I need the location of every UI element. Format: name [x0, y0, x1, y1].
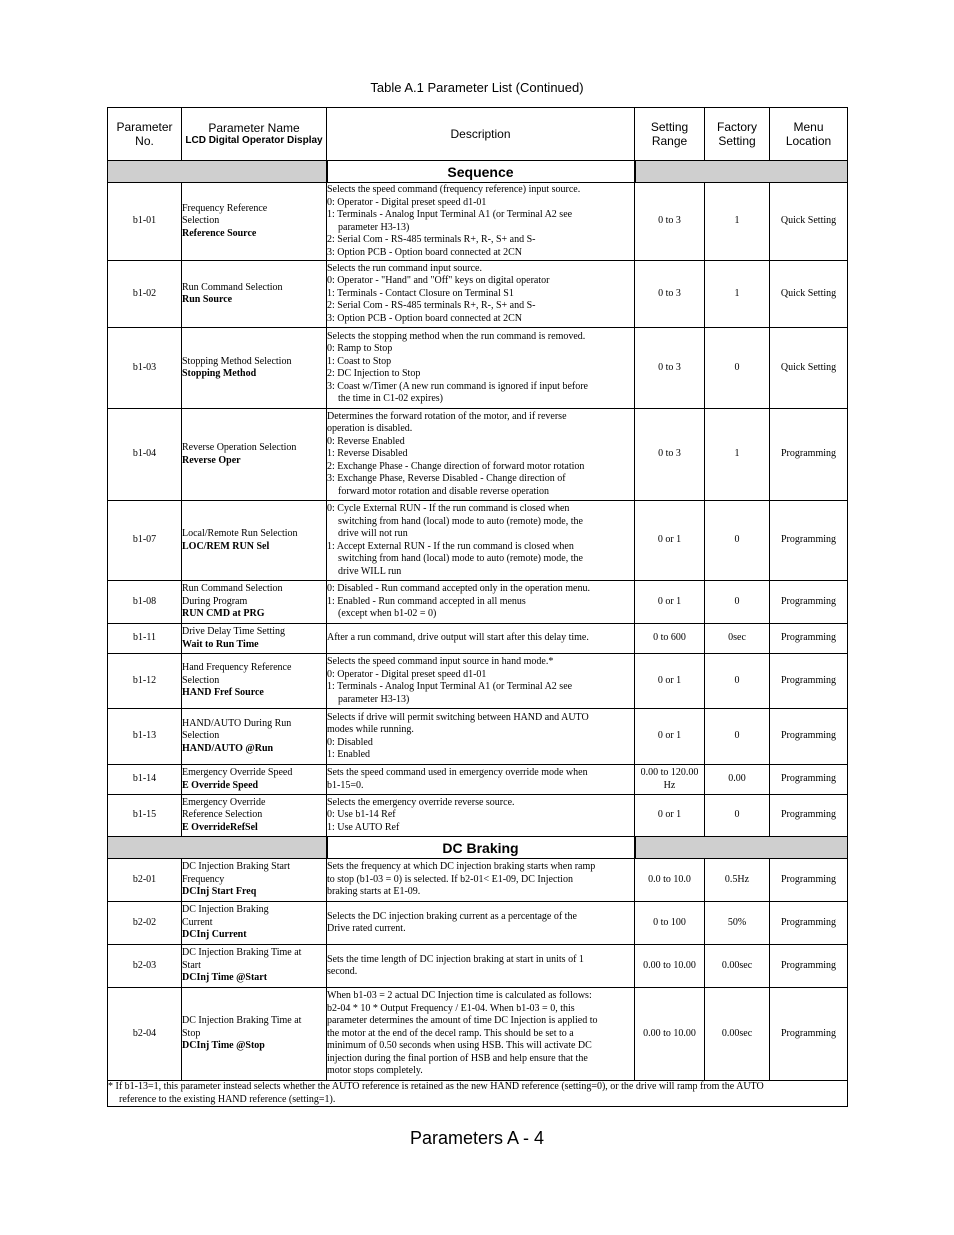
description-line: 3: Exchange Phase, Reverse Disabled - Change direction of: [327, 473, 566, 485]
description-line: motor stops completely.: [327, 1065, 423, 1077]
menu-location: Programming: [770, 765, 848, 795]
header-row: [108, 108, 848, 161]
param-description: [327, 183, 635, 261]
description-line: 1: Enabled - Run command accepted in all menus: [327, 595, 526, 607]
table-row: [108, 988, 848, 1081]
header-factory-setting: Factory Setting: [705, 108, 770, 161]
param-name-line: Reference Selection: [182, 809, 263, 821]
lcd-display-name: DCInj Current: [182, 929, 247, 941]
description-line: operation is disabled.: [327, 423, 413, 435]
param-no: b2-04: [108, 988, 182, 1081]
param-name-line: Hand Frequency Reference: [182, 662, 292, 674]
param-description: [327, 624, 635, 654]
param-description: [327, 795, 635, 837]
menu-location: Quick Setting: [770, 328, 848, 409]
setting-range: 0 to 3: [635, 328, 705, 409]
description-line: b2-04 * 10 * Output Frequency / E1-04. When b1-03 = 0, this: [327, 1002, 575, 1014]
table-row: [108, 859, 848, 902]
description-line: Determines the forward rotation of the motor, and if reverse: [327, 410, 567, 422]
param-name: [182, 328, 327, 409]
param-name: [182, 409, 327, 501]
param-name-line: Run Command Selection: [182, 281, 283, 293]
description-line: 1: Terminals - Analog Input Terminal A1 (or Terminal A2 see: [327, 209, 573, 220]
lcd-display-name: DCInj Time @Start: [182, 972, 268, 984]
param-no: b1-07: [108, 501, 182, 581]
menu-location: Programming: [770, 581, 848, 624]
parameter-table: [107, 107, 848, 1107]
lcd-display-name: E OverrideRefSel: [182, 821, 258, 833]
menu-location: Programming: [770, 654, 848, 709]
param-name-line: Current: [182, 916, 213, 928]
menu-location: Programming: [770, 709, 848, 765]
description-line: Selects the run command input source.: [327, 262, 482, 274]
param-name: [182, 501, 327, 581]
param-name-line: DC Injection Braking Time at: [182, 947, 302, 959]
lcd-display-name: HAND Fref Source: [182, 687, 264, 699]
param-name-line: Start: [182, 959, 201, 971]
param-name-line: Emergency Override: [182, 796, 266, 808]
lcd-display-name: Run Source: [182, 294, 233, 305]
setting-range: 0 or 1: [635, 795, 705, 837]
description-line: Sets the speed command used in emergency override mode when: [327, 767, 588, 778]
factory-setting: 0: [705, 795, 770, 837]
setting-range: 0 to 3: [635, 409, 705, 501]
setting-range: 0.00 to 120.00 Hz: [635, 765, 705, 795]
param-name-line: Stopping Method Selection: [182, 355, 292, 367]
lcd-display-name: RUN CMD at PRG: [182, 608, 265, 620]
description-line: drive WILL run: [338, 565, 402, 577]
param-name-line: Emergency Override Speed: [182, 767, 293, 778]
param-no: b1-12: [108, 654, 182, 709]
table-row: [108, 409, 848, 501]
description-line: 0: Disabled - Run command accepted only in the operation menu.: [327, 583, 590, 595]
lcd-display-name: Stopping Method: [182, 368, 257, 379]
param-name-line: Frequency Reference: [182, 202, 268, 214]
param-name: [182, 902, 327, 945]
footnote-line: reference to the existing HAND reference (setting=1).: [119, 1093, 336, 1105]
param-name-line: During Program: [182, 595, 248, 607]
param-no: b1-02: [108, 261, 182, 328]
description-line: After a run command, drive output will start after this delay time.: [327, 632, 589, 644]
table-row: [108, 261, 848, 328]
param-name-line: Stop: [182, 1027, 201, 1039]
description-line: Selects the DC injection braking current as a percentage of the: [327, 910, 577, 922]
header-param-name-label: Parameter Name: [208, 121, 300, 135]
description-line: forward motor rotation and disable reverse operation: [338, 485, 550, 497]
description-line: the motor at the end of the decel ramp. This should be set to a: [327, 1027, 574, 1039]
param-description: [327, 859, 635, 902]
table-row: [108, 765, 848, 795]
menu-location: Programming: [770, 409, 848, 501]
description-line: When b1-03 = 2 actual DC Injection time is calculated as follows:: [327, 990, 592, 1002]
description-line: 0: Operator - Digital preset speed d1-01: [327, 668, 487, 680]
setting-range: 0 or 1: [635, 654, 705, 709]
lcd-display-name: Reference Source: [182, 227, 257, 239]
param-name-line: Drive Delay Time Setting: [182, 626, 286, 637]
param-no: b2-03: [108, 945, 182, 988]
param-name: [182, 261, 327, 328]
param-name: [182, 581, 327, 624]
menu-location: Programming: [770, 859, 848, 902]
param-description: [327, 988, 635, 1081]
description-line: 2: Exchange Phase - Change direction of forward motor rotation: [327, 460, 585, 472]
param-description: [327, 261, 635, 328]
param-name-line: DC Injection Braking Start: [182, 861, 291, 873]
factory-setting: 0: [705, 501, 770, 581]
setting-range: 0.00 to 10.00: [635, 945, 705, 988]
description-line: Selects the emergency override reverse source.: [327, 796, 515, 808]
description-line: parameter determines the amount of time DC Injection is applied to: [327, 1015, 598, 1027]
description-line: switching from hand (local) mode to auto (remote) mode, the: [338, 515, 583, 527]
param-description: [327, 654, 635, 709]
table-caption: Table A.1 Parameter List (Continued): [370, 80, 584, 95]
param-name-line: Selection: [182, 215, 220, 227]
section-dc-braking-left: [108, 837, 327, 859]
description-line: parameter H3-13): [338, 221, 410, 233]
table-body: [108, 161, 848, 1107]
menu-location: Programming: [770, 501, 848, 581]
description-line: modes while running.: [327, 724, 414, 735]
description-line: minimum of 0.50 seconds when using HSB. This will activate DC: [327, 1040, 592, 1052]
factory-setting: 1: [705, 261, 770, 328]
lcd-display-name: HAND/AUTO @Run: [182, 742, 274, 754]
menu-location: Programming: [770, 988, 848, 1081]
description-line: 0: Operator - "Hand" and "Off" keys on digital operator: [327, 275, 550, 287]
setting-range: 0 to 100: [635, 902, 705, 945]
param-name: [182, 795, 327, 837]
description-line: Selects if drive will permit switching between HAND and AUTO: [327, 711, 589, 723]
setting-range: 0 to 3: [635, 183, 705, 261]
table-row: [108, 709, 848, 765]
description-line: 3: Option PCB - Option board connected at 2CN: [327, 246, 522, 258]
description-line: 3: Coast w/Timer (A new run command is ignored if input before: [327, 380, 588, 392]
menu-location: Quick Setting: [770, 183, 848, 261]
setting-range: 0 or 1: [635, 501, 705, 581]
table-row: [108, 795, 848, 837]
description-line: injection during the final portion of HSB and help ensure that the: [327, 1052, 588, 1064]
param-name-line: Frequency: [182, 873, 225, 885]
param-no: b1-13: [108, 709, 182, 765]
factory-setting: 0.5Hz: [705, 859, 770, 902]
param-name: [182, 654, 327, 709]
factory-setting: 0sec: [705, 624, 770, 654]
param-name-line: Local/Remote Run Selection: [182, 528, 298, 539]
table-row: [108, 624, 848, 654]
param-no: b1-14: [108, 765, 182, 795]
param-no: b1-11: [108, 624, 182, 654]
section-sequence: [108, 161, 848, 183]
description-line: Selects the speed command (frequency reference) input source.: [327, 184, 581, 195]
param-name-line: DC Injection Braking: [182, 904, 269, 916]
factory-setting: 0: [705, 581, 770, 624]
description-line: b1-15=0.: [327, 779, 364, 791]
description-line: 3: Option PCB - Option board connected at 2CN: [327, 312, 522, 324]
description-line: 1: Enabled: [327, 749, 371, 760]
param-no: b2-01: [108, 859, 182, 902]
description-line: second.: [327, 966, 358, 977]
param-name-line: Selection: [182, 730, 220, 742]
param-name: [182, 624, 327, 654]
factory-setting: 0: [705, 654, 770, 709]
header-lcd-display: LCD Digital Operator Display: [185, 135, 323, 146]
description-line: 1: Reverse Disabled: [327, 448, 408, 460]
description-line: parameter H3-13): [338, 693, 410, 705]
factory-setting: 0.00sec: [705, 988, 770, 1081]
menu-location: Programming: [770, 624, 848, 654]
param-no: b2-02: [108, 902, 182, 945]
description-line: to stop (b1-03 = 0) is selected. If b2-01< E1-09, DC Injection: [327, 873, 573, 885]
param-description: [327, 902, 635, 945]
setting-range: 0 to 600: [635, 624, 705, 654]
header-setting-range: Setting Range: [635, 108, 705, 161]
description-line: Selects the stopping method when the run command is removed.: [327, 330, 586, 342]
description-line: Drive rated current.: [327, 923, 406, 934]
param-name: [182, 765, 327, 795]
factory-setting: 1: [705, 183, 770, 261]
param-name-line: Selection: [182, 674, 220, 686]
param-no: b1-04: [108, 409, 182, 501]
table-row: [108, 328, 848, 409]
param-name: [182, 988, 327, 1081]
description-line: braking starts at E1-09.: [327, 886, 421, 898]
setting-range: 0.0 to 10.0: [635, 859, 705, 902]
param-name-line: HAND/AUTO During Run: [182, 717, 292, 729]
description-line: 0: Reverse Enabled: [327, 435, 405, 447]
description-line: Sets the time length of DC injection braking at start in units of 1: [327, 953, 584, 965]
lcd-display-name: E Override Speed: [182, 779, 259, 791]
description-line: 1: Terminals - Contact Closure on Terminal S1: [327, 287, 514, 299]
table-row: [108, 945, 848, 988]
lcd-display-name: DCInj Time @Stop: [182, 1040, 265, 1052]
description-line: drive will not run: [338, 528, 408, 539]
page-number: Parameters A - 4: [409, 1128, 545, 1148]
factory-setting: 1: [705, 409, 770, 501]
param-no: b1-03: [108, 328, 182, 409]
menu-location: Programming: [770, 945, 848, 988]
lcd-display-name: Reverse Oper: [182, 454, 241, 466]
header-menu-location: Menu Location: [770, 108, 848, 161]
description-line: 2: Serial Com - RS-485 terminals R+, R-, S+ and S-: [327, 234, 536, 245]
description-line: Selects the speed command input source in hand mode.*: [327, 656, 554, 667]
description-line: 1: Use AUTO Ref: [327, 821, 400, 833]
setting-range: 0.00 to 10.00: [635, 988, 705, 1081]
description-line: 0: Disabled: [327, 736, 373, 748]
factory-setting: 0.00sec: [705, 945, 770, 988]
setting-range: 0 to 3: [635, 261, 705, 328]
header-description: Description: [327, 108, 635, 161]
description-line: 2: DC Injection to Stop: [327, 368, 421, 379]
factory-setting: 50%: [705, 902, 770, 945]
param-name: [182, 709, 327, 765]
header-param-no: Parameter No.: [108, 108, 182, 161]
table-row: [108, 902, 848, 945]
table-row: [108, 501, 848, 581]
section-dc-braking-right: [635, 837, 848, 859]
param-description: [327, 945, 635, 988]
param-no: b1-08: [108, 581, 182, 624]
param-no: b1-01: [108, 183, 182, 261]
description-line: switching from hand (local) mode to auto (remote) mode, the: [338, 553, 583, 564]
param-description: [327, 765, 635, 795]
factory-setting: 0.00: [705, 765, 770, 795]
description-line: 0: Cycle External RUN - If the run command is closed when: [327, 503, 570, 514]
param-name-line: DC Injection Braking Time at: [182, 1015, 302, 1027]
param-description: [327, 581, 635, 624]
param-description: [327, 409, 635, 501]
description-line: Sets the frequency at which DC injection braking starts when ramp: [327, 861, 596, 873]
menu-location: Programming: [770, 902, 848, 945]
description-line: the time in C1-02 expires): [338, 393, 443, 404]
description-line: 1: Accept External RUN - If the run command is closed when: [327, 540, 574, 552]
lcd-display-name: LOC/REM RUN Sel: [182, 540, 270, 552]
param-name: [182, 945, 327, 988]
description-line: 2: Serial Com - RS-485 terminals R+, R-, S+ and S-: [327, 300, 536, 312]
setting-range: 0 or 1: [635, 709, 705, 765]
menu-location: Programming: [770, 795, 848, 837]
table-row: [108, 581, 848, 624]
param-description: [327, 328, 635, 409]
lcd-display-name: Wait to Run Time: [182, 638, 259, 650]
table-row: [108, 654, 848, 709]
section-sequence-right: [635, 161, 848, 183]
table-row: [108, 183, 848, 261]
description-line: 0: Operator - Digital preset speed d1-01: [327, 196, 487, 208]
section-dc-braking: [108, 837, 848, 859]
param-name-line: Run Command Selection: [182, 583, 283, 595]
param-name-line: Reverse Operation Selection: [182, 442, 297, 453]
setting-range: 0 or 1: [635, 581, 705, 624]
footnote-row: [108, 1081, 848, 1107]
param-name: [182, 859, 327, 902]
description-line: (except when b1-02 = 0): [338, 608, 437, 620]
param-description: [327, 501, 635, 581]
param-description: [327, 709, 635, 765]
footnote-line: * If b1-13=1, this parameter instead selects whether the AUTO reference is retained as the new HAND reference (setting=0), or the drive will ramp from the AUTO: [108, 1081, 764, 1092]
param-no: b1-15: [108, 795, 182, 837]
section-sequence-left: [108, 161, 327, 183]
param-name: [182, 183, 327, 261]
factory-setting: 0: [705, 709, 770, 765]
description-line: 1: Terminals - Analog Input Terminal A1 (or Terminal A2 see: [327, 681, 573, 692]
factory-setting: 0: [705, 328, 770, 409]
header-param-name: [182, 108, 327, 161]
menu-location: Quick Setting: [770, 261, 848, 328]
description-line: 0: Ramp to Stop: [327, 343, 393, 354]
description-line: 0: Use b1-14 Ref: [327, 809, 396, 821]
footnote: [108, 1081, 848, 1107]
description-line: 1: Coast to Stop: [327, 355, 392, 367]
lcd-display-name: DCInj Start Freq: [182, 886, 257, 898]
section-dc-braking-title: DC Braking: [327, 837, 635, 859]
section-sequence-title: Sequence: [327, 161, 635, 183]
